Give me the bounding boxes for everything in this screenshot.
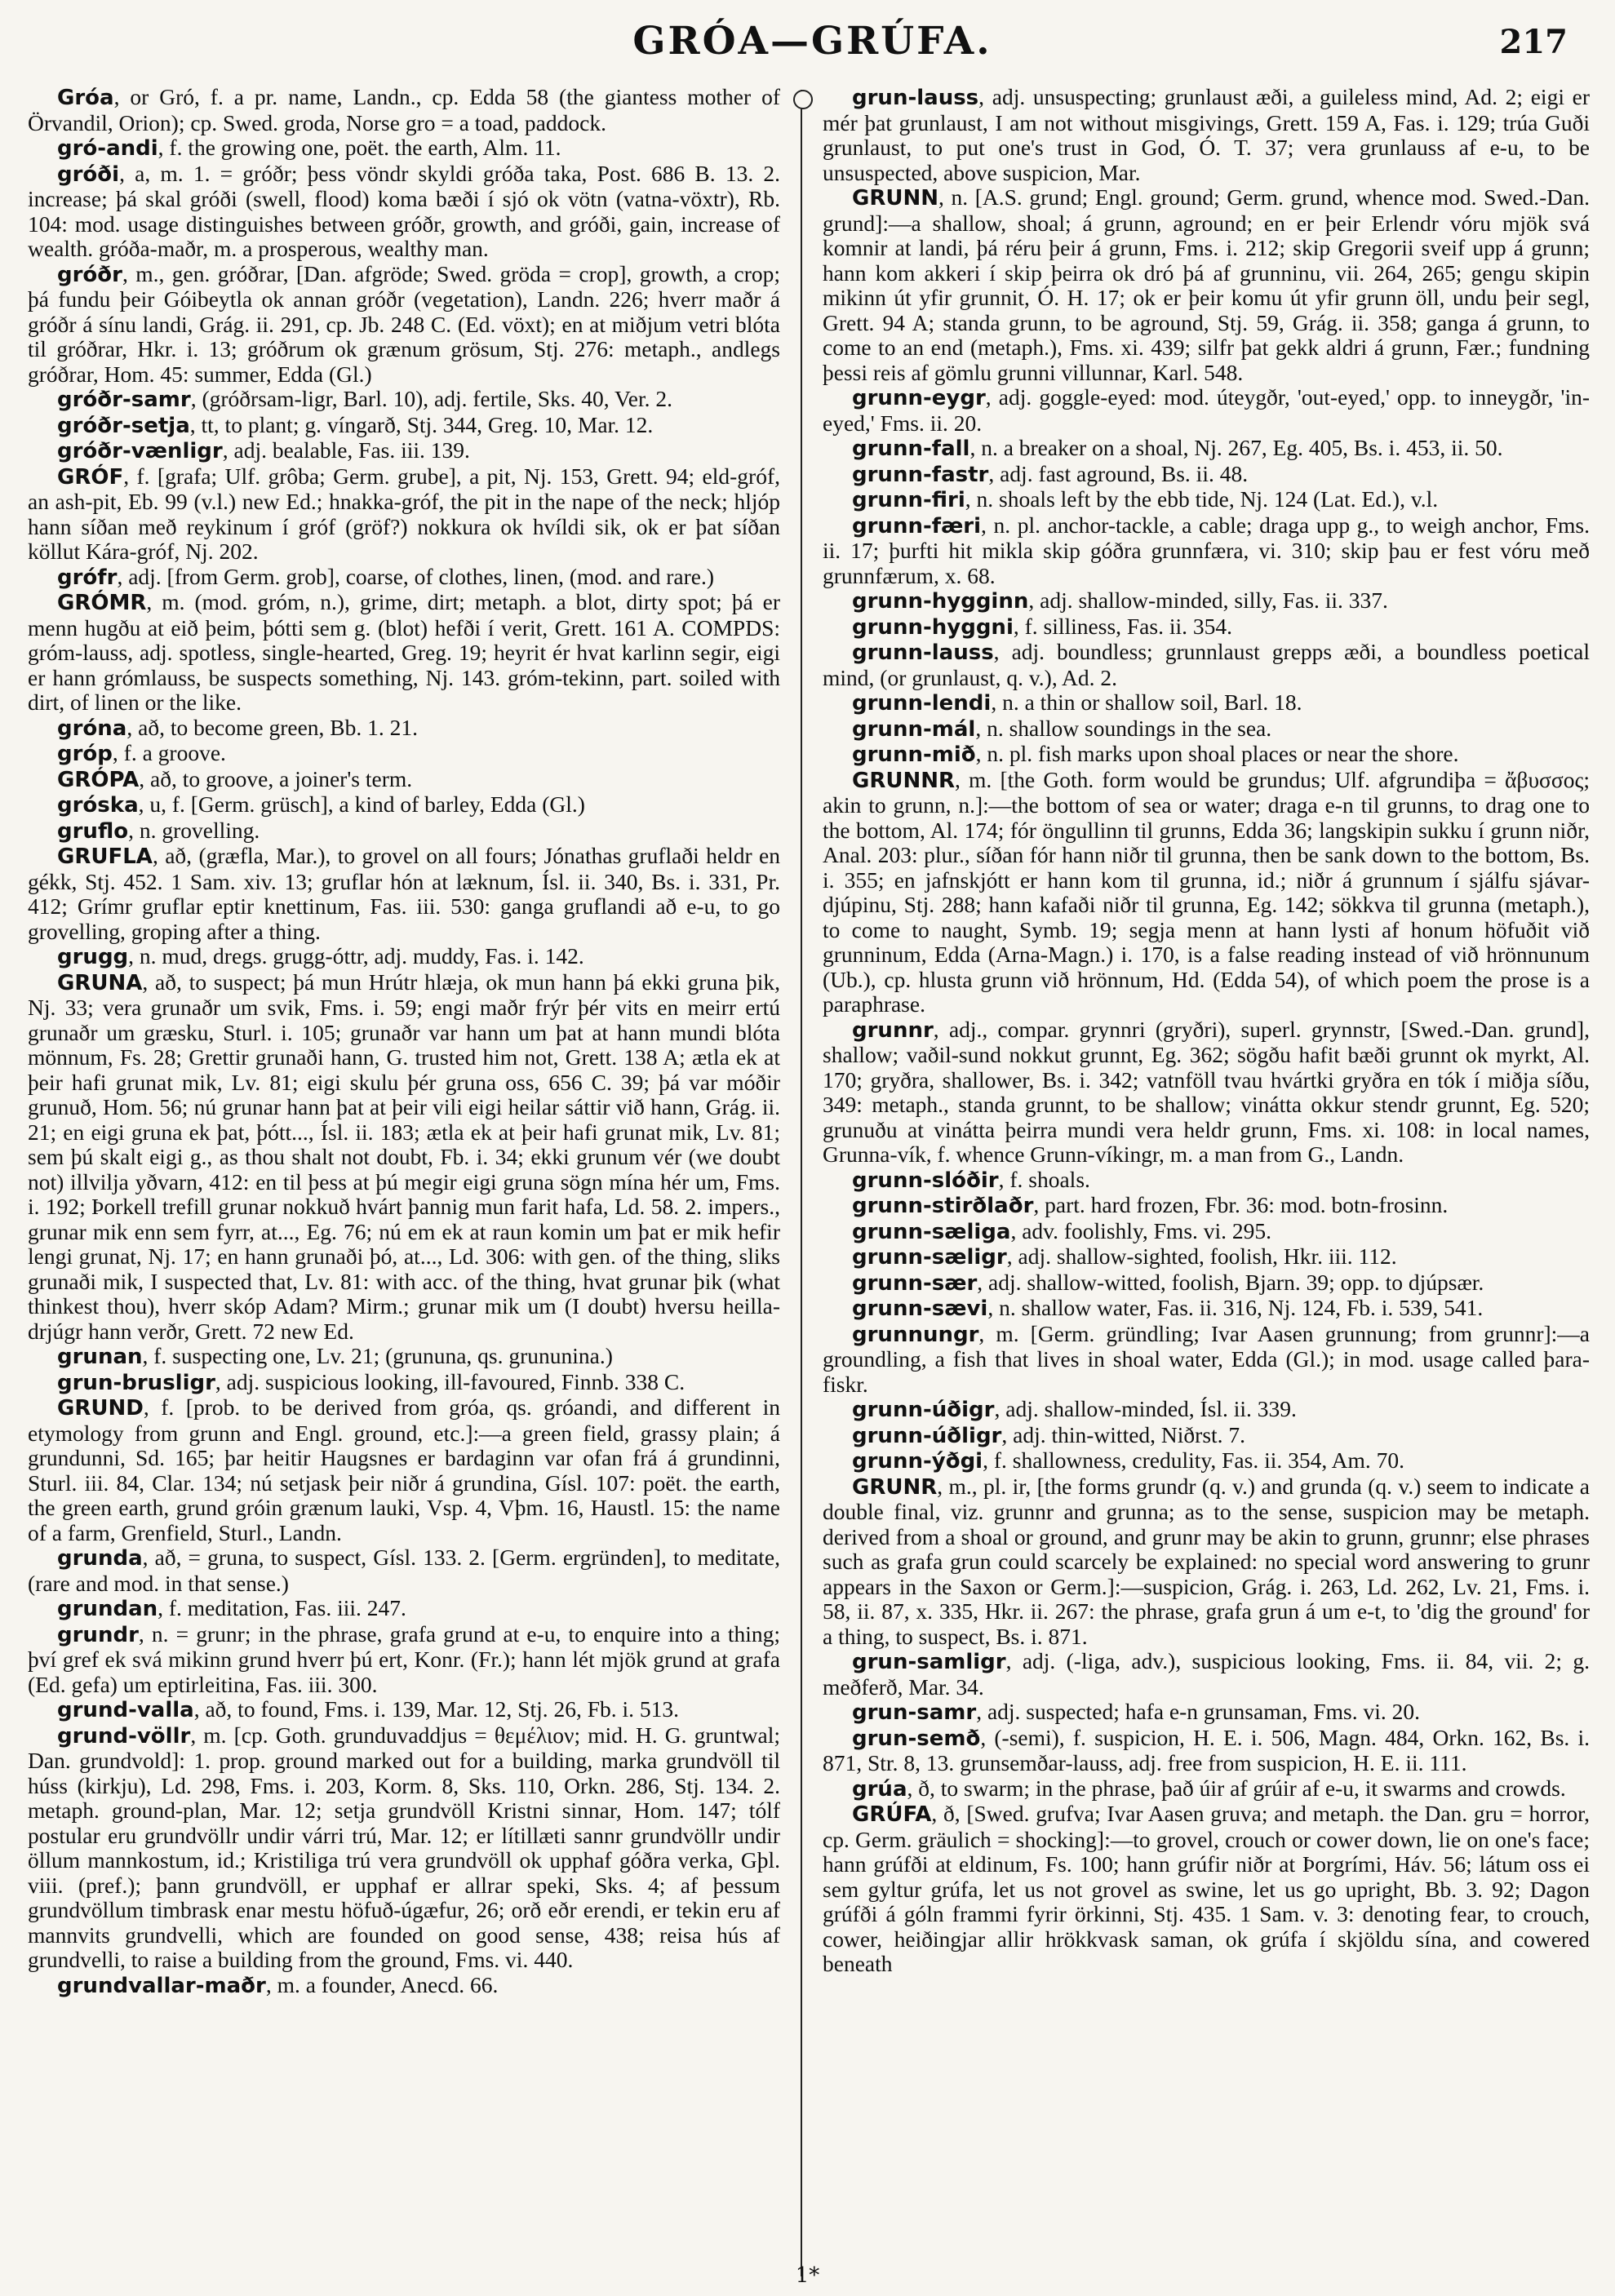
entry-headword: gróp bbox=[57, 742, 113, 766]
entry-text: m. (mod. gróm, n.), grime, dirt; metaph. a blot, dirty spot; þá er menn hugðu at eið þeim, þótti sem g. (blot) hefði í verit, Grett. 161 A. COMPDS: gróm-lauss, adj. spotless, single-hearted, Greg. 19; heyrit ér hvat karlinn segir, eigi er hann grómlauss, be suspects something, Nj. 143. gróm-tekinn, part. soiled with dirt, of linen or the like. bbox=[28, 589, 780, 715]
entry-headword: grunnungr bbox=[852, 1322, 979, 1347]
entry-headword: grunn-fall bbox=[852, 437, 970, 461]
entry-headword: grunan bbox=[57, 1345, 143, 1369]
dictionary-entry: grunda, að, = gruna, to suspect, Gísl. 133. 2. [Germ. ergründen], to meditate, (rare and mod. in that sense.) bbox=[28, 1545, 780, 1596]
entry-text: f. the growing one, poët. the earth, Alm. 11. bbox=[169, 135, 561, 160]
entry-text: u, f. [Germ. grüsch], a kind of barley, Edda (Gl.) bbox=[149, 791, 585, 817]
entry-headword: grunn-fastr bbox=[852, 462, 989, 487]
entry-headword: Gróa bbox=[57, 86, 114, 110]
dictionary-entry: grunn-sævi, n. shallow water, Fas. ii. 316, Nj. 124, Fb. i. 539, 541. bbox=[852, 1295, 1484, 1321]
entry-text: að, to become green, Bb. 1. 21. bbox=[138, 714, 418, 740]
entry-headword: gróðr bbox=[57, 262, 122, 287]
entry-headword: GRUNR bbox=[852, 1474, 938, 1500]
dictionary-entry: grunn-færi, n. pl. anchor-tackle, a cable; draga upp g., to weigh anchor, Fms. ii. 17; þurfti hit mikla skip góðra grunnfæra, vi. 310; skip þau er fest vóru með grunnfærum, x. 68. bbox=[823, 512, 1590, 588]
dictionary-entry: grun-samligr, adj. (-liga, adv.), suspicious looking, Fms. ii. 84, vii. 2; g. meðferð, Mar. 34. bbox=[823, 1648, 1590, 1700]
dictionary-entry: GRÓMR, m. (mod. gróm, n.), grime, dirt; metaph. a blot, dirty spot; þá er menn hugðu at eið þeim, þótti sem g. (blot) hefði í verit, Grett. 161 A. COMPDS: gróm-lauss, adj. spotless, single-hearted, Greg. 19; heyrit ér hvat karlinn segir, eigi er hann grómlauss, be suspects something, Nj. 143. gróm-tekinn, part. soiled with dirt, of linen or the like. bbox=[28, 589, 780, 715]
dictionary-entry: gró-andi, f. the growing one, poët. the earth, Alm. 11. bbox=[57, 135, 561, 161]
entry-text: adj. goggle-eyed: mod. úteygðr, 'out-eyed,' opp. to inneygðr, 'in-eyed,' Fms. ii. 20. bbox=[823, 384, 1590, 436]
entry-text: adj. shallow-minded, Ísl. ii. 339. bbox=[1005, 1396, 1297, 1421]
dictionary-entry: grunn-mál, n. shallow soundings in the sea. bbox=[852, 715, 1272, 742]
entry-text: að, (græfla, Mar.), to grovel on all fours; Jónathas gruflaði heldr en gékk, Stj. 452. 1 Sam. xiv. 13; gruflar hón at læknum, Ísl. ii. 340, Bs. i. 331, Pr. 412; Grímr gruflar eptir knettinum, Fas. iii. 530: ganga gruflandi að e-u, to go grovelling, groping after a thing. bbox=[28, 843, 780, 944]
page-number: 217 bbox=[1499, 23, 1568, 61]
dictionary-entry: gróðr-samr, (gróðrsam-ligr, Barl. 10), adj. fertile, Sks. 40, Ver. 2. bbox=[57, 386, 673, 412]
entry-headword: grunn-eygr bbox=[852, 386, 986, 410]
dictionary-entry: grun-brusligr, adj. suspicious looking, ill-favoured, Finnb. 338 C. bbox=[57, 1368, 685, 1395]
dictionary-entry: GRUNR, m., pl. ir, [the forms grundr (q. v.) and grunda (q. v.) seem to indicate a double final, viz. grunnr and grunna; as to the sense, suspicion may be metaph. derived from a shoal or ground, and grunr may be akin to grunn, grunnr; else phrases such as grafa grun could scarcely be explained: no special word answering to grunr appears in the Saxon or Germ.]:—suspicion, Grág. i. 263, Ld. 262, Lv. 21, Fms. i. 58, ii. 87, x. 335, Hkr. ii. 267: the phrase, grafa grun á um e-t, to 'dig the ground' for a thing, to suspect, Bs. i. 871. bbox=[823, 1473, 1590, 1649]
entry-headword: grunn-slóðir bbox=[852, 1168, 999, 1193]
dictionary-entry: GRUND, f. [prob. to be derived from gróa, qs. gróandi, and different in etymology from grunn and Engl. ground, etc.]:—a green field, grassy plain; á grundunni, Sd. 165; þar heitir Haugsnes er bardaginn var ofan frá á grundinni, Sturl. iii. 84, Clar. 134; nú setjask þeir niðr á grundina, Gísl. 107: poët. the earth, the green earth, grund gróin grænum lauki, Vsp. 4, Vþm. 16, Haustl. 15: the name of a farm, Grenfield, Sturl., Landn. bbox=[28, 1394, 780, 1545]
dictionary-entry: grunn-slóðir, f. shoals. bbox=[852, 1166, 1090, 1193]
entry-headword: GRUNNR bbox=[852, 768, 956, 793]
entry-headword: grunn-lendi bbox=[852, 691, 992, 716]
entry-text: að, to found, Fms. i. 139, Mar. 12, Stj. 26, Fb. i. 513. bbox=[205, 1696, 680, 1722]
entry-text: n. a breaker on a shoal, Nj. 267, Eg. 405, Bs. i. 453, ii. 50. bbox=[981, 435, 1503, 460]
dictionary-entry: grunn-úðigr, adj. shallow-minded, Ísl. ii. 339. bbox=[852, 1396, 1297, 1422]
entry-text: adj. shallow-sighted, foolish, Hkr. iii. 112. bbox=[1018, 1243, 1397, 1269]
entry-headword: grun-lauss bbox=[852, 86, 979, 110]
dictionary-entry: grófr, adj. [from Germ. grob], coarse, of clothes, linen, (mod. and rare.) bbox=[57, 563, 714, 590]
entry-headword: grund-valla bbox=[57, 1698, 194, 1722]
entry-headword: grunn-lauss bbox=[852, 640, 994, 665]
entry-text: n. mud, dregs. grugg-óttr, adj. muddy, Fas. i. 142. bbox=[139, 943, 584, 968]
dictionary-entry: GRUNN, n. [A.S. grund; Engl. ground; Germ. grund, whence mod. Swed.-Dan. grund]:—a shallow, shoal; á grunn, aground; en er þeir Erlendr vóru mjök svá komnir at landi, þá réru þeir á grunn, Fms. i. 212; skip Gregorii sveif upp á grunn; hann kom akkeri í skip þeirra ok dró þá af grunninu, vii. 264, 265; gengu skipin mikinn út yfir grunnit, Ó. H. 17; ok er þeir komu út yfir grunn öll, undu þeir segl, Grett. 94 A; standa grunn, to be aground, Stj. 59, Grág. ii. 358; ganga á grunn, to come to an end (metaph.), Fms. xi. 439; silfr þat gekk aldri á grunn, Fær.; fundning þessi reis af gömlu grunni villunnar, Karl. 548. bbox=[823, 184, 1590, 385]
entry-text: n. grovelling. bbox=[139, 817, 260, 843]
dictionary-entry: grunn-fall, n. a breaker on a shoal, Nj. 267, Eg. 405, Bs. i. 453, ii. 50. bbox=[852, 435, 1503, 461]
entry-text: ð, [Swed. grufva; Ivar Aasen gruva; and metaph. the Dan. gru = horror, cp. Germ. gräulich = shocking]:—to grovel, crouch or cower down, lie on one's face; hann grúfði at eldinum, Fs. 100; hann grúfir niðr at Þorgrími, Háv. 56; látum oss ei sem gyltur grúfa, let us not grovel as swine, let us go upright, Bb. 3. 92; Dagon grúfði á góln frammi fyrir örkinni, Stj. 435. 1 Sam. v. 3: denoting fear, to crouch, cower, heiðingjar allir hrökkvask saman, ok grúfa í skjöldu sína, and cowered beneath bbox=[823, 1801, 1590, 1976]
entry-headword: GRUNA bbox=[57, 970, 143, 995]
entry-text: or Gró, f. a pr. name, Landn., cp. Edda 58 (the giantess mother of Örvandil, Orion); cp. Swed. groda, Norse gro = a toad, paddock. bbox=[28, 85, 780, 135]
entry-headword: grunn-hygginn bbox=[852, 589, 1029, 614]
entry-text: m., pl. ir, [the forms grundr (q. v.) and grunda (q. v.) seem to indicate a double final, viz. grunnr and grunna; as to the sense, suspicion may be metaph. derived from a shoal or ground, and grunr may be akin to grunn, grunnr; else phrases such as grafa grun could scarcely be explained: no special word answering to grunr appears in the Saxon or Germ.]:—suspicion, Grág. i. 263, Ld. 262, Lv. 21, Fms. i. 58, ii. 87, x. 335, Hkr. ii. 267: the phrase, grafa grun á um e-t, to 'dig the ground' for a thing, to suspect, Bs. i. 871. bbox=[823, 1473, 1590, 1649]
entry-text: m. [Germ. gründling; Ivar Aasen grunnung; from grunnr]:—a groundling, a fish that lives in shoal water, Edda (Gl.); in mod. usage called þara-fiskr. bbox=[823, 1320, 1590, 1397]
entry-headword: gróðr-setja bbox=[57, 413, 190, 438]
right-column bbox=[823, 85, 1590, 2247]
entry-text: að, to groove, a joiner's term. bbox=[150, 765, 413, 791]
dictionary-entry: GRUNNR, m. [the Goth. form would be grundus; Ulf. afgrundiþa = ἄβυσσος; akin to grunn, n.]:—the bottom of sea or water; draga e-n til grunns, to drag one to the bottom, Al. 174; fór öngullinn til grunns, Edda 36; langskipin sukku í grunn niðr, Anal. 203: plur., síðan fór hann niðr til grunna, then be sank down to the bottom, Bs. i. 355; en jafnskjótt er hann kom til grunna, id.; niðr á grunnum í sjálfu sjávar-djúpinu, Stj. 288; hann kafaði niðr til grunna, Eg. 142; sökkva til grunna (metaph.), to come to naught, Symb. 19; segja menn at hann lysti af honum höfuðit við grunninum, Edda (Arna-Magn.) i. 170, is a false reading instead of við hrönnunum (Ub.), cp. hlusta grunn við hrönnum, Hd. (Edda 54), of which poem the prose is a paraphrase. bbox=[823, 766, 1590, 1017]
dictionary-entry: GRÓPA, að, to groove, a joiner's term. bbox=[57, 765, 413, 792]
entry-text: n. a thin or shallow soil, Barl. 18. bbox=[1002, 689, 1302, 715]
entry-headword: grunn-færi bbox=[852, 513, 982, 539]
dictionary-entry: grunn-mið, n. pl. fish marks upon shoal places or near the shore. bbox=[852, 741, 1459, 767]
entry-text: adj. suspicious looking, ill-favoured, Finnb. 338 C. bbox=[226, 1368, 685, 1394]
dictionary-entry: grunn-sæliga, adv. foolishly, Fms. vi. 295. bbox=[852, 1217, 1272, 1244]
entry-headword: GRUNN bbox=[852, 186, 938, 211]
dictionary-entry: gróðr, m., gen. gróðrar, [Dan. afgröde; Swed. gröda = crop], growth, a crop; þá fundu þeir Góibeytla ok annan gróðr (vegetation), Landn. 226; hverr maðr á gróðr á sínu landi, Grág. ii. 291, cp. Jb. 248 C. (Ed. vöxt); en at miðjum vetri blóta til gróðrar, Hkr. i. 13; gróðrum ok grænum grösum, Stj. 276: metaph., andlegs gróðrar, Hom. 45: summer, Edda (Gl.) bbox=[28, 260, 780, 387]
entry-headword: gróna bbox=[57, 716, 127, 741]
entry-text: adj. fast aground, Bs. ii. 48. bbox=[1000, 460, 1249, 486]
entry-headword: grunn-hyggni bbox=[852, 614, 1014, 640]
entry-text: n. shallow soundings in the sea. bbox=[987, 715, 1272, 741]
entry-headword: grundan bbox=[57, 1597, 158, 1621]
dictionary-entry: gruflo, n. grovelling. bbox=[57, 817, 260, 844]
column-rule bbox=[801, 90, 802, 2276]
entry-text: f. [grafa; Ulf. grôba; Germ. grube], a pit, Nj. 153, Grett. 94; eld-gróf, an ash-pit, Eb. 99 (v.l.) new Ed.; hnakka-gróf, the pit in the nape of the neck; hljóp hann síðan með reykinum í gróf (gröf?) nokkura ok hvíldi sik, ok er þat síðan köllut Kára-gróf, Nj. 202. bbox=[28, 463, 780, 564]
entry-text: m. a founder, Anecd. 66. bbox=[277, 1971, 499, 1997]
entry-headword: grunnr bbox=[852, 1017, 934, 1043]
dictionary-entry: grundr, n. = grunr; in the phrase, grafa grund at e-u, to enquire into a thing; því gref ek svá mikinn grund hverr þú ert, Konr. (Fr.); hann lét mjök grund at grafa (Ed. gefa) um eptirleitina, Fas. iii. 300. bbox=[28, 1620, 780, 1697]
dictionary-entry: grunn-úðligr, adj. thin-witted, Niðrst. 7. bbox=[852, 1421, 1246, 1448]
entry-headword: grun-brusligr bbox=[57, 1370, 215, 1395]
dictionary-entry: GRUFLA, að, (græfla, Mar.), to grovel on all fours; Jónathas gruflaði heldr en gékk, Stj. 452. 1 Sam. xiv. 13; gruflar hón at læknum, Ísl. ii. 340, Bs. i. 331, Pr. 412; Grímr gruflar eptir knettinum, Fas. iii. 530: ganga gruflandi að e-u, to go grovelling, groping after a thing. bbox=[28, 843, 780, 944]
entry-headword: grundvallar-maðr bbox=[57, 1973, 266, 1998]
dictionary-entry: grunn-lendi, n. a thin or shallow soil, Barl. 18. bbox=[852, 689, 1302, 716]
entry-headword: GRUND bbox=[57, 1396, 144, 1421]
entry-headword: grófr bbox=[57, 565, 118, 590]
entry-headword: GRUFLA bbox=[57, 844, 153, 869]
entry-headword: gruflo bbox=[57, 818, 129, 844]
entry-text: n. shoals left by the ebb tide, Nj. 124 (Lat. Ed.), v.l. bbox=[976, 486, 1439, 512]
entry-headword: grun-semð bbox=[852, 1726, 981, 1751]
dictionary-entry: grunn-hyggni, f. silliness, Fas. ii. 354. bbox=[852, 613, 1232, 640]
entry-headword: grun-samligr bbox=[852, 1650, 1006, 1674]
entry-text: a, m. 1. = gróðr; þess vöndr skyldi gróða taka, Post. 686 B. 13. 2. increase; þá skal gróði (swell, flood) koma bæði í sjó ok vötn (vatna-vöxtr), Rb. 104: mod. usage distinguishes between gróðr, growth, and gróði, gain, increase of wealth. gróða-maðr, m. a prosperous, wealthy man. bbox=[28, 160, 780, 261]
entry-headword: gró-andi bbox=[57, 136, 158, 161]
dictionary-entry: grugg, n. mud, dregs. grugg-óttr, adj. muddy, Fas. i. 142. bbox=[57, 943, 584, 969]
entry-text: adv. foolishly, Fms. vi. 295. bbox=[1022, 1217, 1272, 1243]
dictionary-entry: GRÓF, f. [grafa; Ulf. grôba; Germ. grube], a pit, Nj. 153, Grett. 94; eld-gróf, an ash-pit, Eb. 99 (v.l.) new Ed.; hnakka-gróf, the pit in the nape of the neck; hljóp hann síðan með reykinum í gróf (gröf?) nokkura ok hvíldi sik, ok er þat síðan köllut Kára-gróf, Nj. 202. bbox=[28, 463, 780, 564]
entry-text: f. meditation, Fas. iii. 247. bbox=[168, 1595, 406, 1620]
entry-text: adj. [from Germ. grob], coarse, of clothes, linen, (mod. and rare.) bbox=[128, 563, 714, 589]
dictionary-entry: gróna, að, to become green, Bb. 1. 21. bbox=[57, 714, 418, 741]
entry-text: f. a groove. bbox=[123, 740, 226, 765]
signature-mark: 1* bbox=[795, 2263, 820, 2288]
entry-text: n. shallow water, Fas. ii. 316, Nj. 124, Fb. i. 539, 541. bbox=[999, 1295, 1484, 1320]
entry-headword: GRÓMR bbox=[57, 591, 147, 615]
entry-text: n. [A.S. grund; Engl. ground; Germ. grund, whence mod. Swed.-Dan. grund]:—a shallow, shoal; á grunn, aground; en er þeir Erlendr vóru mjök svá komnir at landi, þá réru þeir á grunn, Fms. i. 212; skip Gregorii sveif upp á grunn; hann kom akkeri í skip þeirra ok dró þá af grunninu, vii. 264, 265; gengu skipin mikinn út yfir grunnit, Ó. H. 17; ok er þeir komu út yfir grunn öll, undu þeir segl, Grett. 94 A; standa grunn, to be aground, Stj. 59, Grág. ii. 358; ganga á grunn, to come to an end (metaph.), Fms. xi. 439; silfr þat gekk aldri á grunn, Fær.; fundning þessi reis af gömlu grunni villunnar, Karl. 548. bbox=[823, 184, 1590, 385]
entry-headword: grun-samr bbox=[852, 1700, 977, 1725]
entry-text: að, to suspect; þá mun Hrútr hlæja, ok mun hann þá ekki gruna þik, Nj. 33; vera grunaðr um svik, Fms. i. 59; engi maðr frýr þér vits en meirr ertú grunaðr um græsku, Sturl. i. 105; grunaðr var hann um þat at hann mundi blóta mönnum, Fs. 28; Grettir grunaði hann, G. trusted him not, Grett. 138 A; ætla ek at þeir hafi grunat mik, Lv. 81; eigi skulu þér gruna oss, 656 C. 39; þá var móðir grunuð, Hom. 56; nú grunar hann þat at þeir vili eigi heilar sáttir við hann, Grág. ii. 21; en eigi gruna ek þat, þótt..., Ísl. ii. 183; ætla ek at þeir hafi grunat mik, Lv. 81; sem þú skalt eigi g., as thou shalt not doubt, Fb. i. 34; ekki grunum vér (we doubt not) illvilja yðvarn, 412: en til þess at þú megir eigi gruna sögn mína hér um, Fms. i. 192; Þorkell trefill grunar nokkuð hvárt þannig mun farit hafa, Ld. 58. 2. impers., grunar mik enn sem fyrr, at..., Eg. 76; nú em ek at raun komin um þat er mik hefir lengi grunat, Nj. 17; en hann grunaði þó, at..., Ld. 306: with gen. of the thing, sliks grunaði mik, I suspected that, Lv. 81: with acc. of the thing, hvat grunar þik (what thinkest thou), hverr skóp Adam? Mirm.; grunar mik um (I doubt) hversu heilla-drjúgr hann verðr, Grett. 72 new Ed. bbox=[28, 968, 780, 1344]
left-column bbox=[28, 85, 780, 2247]
dictionary-entry: grunan, f. suspecting one, Lv. 21; (grununa, qs. grununina.) bbox=[57, 1343, 613, 1369]
dictionary-entry: GRUNA, að, to suspect; þá mun Hrútr hlæja, ok mun hann þá ekki gruna þik, Nj. 33; vera grunaðr um svik, Fms. i. 59; engi maðr frýr þér vits en meirr ertú grunaðr um græsku, Sturl. i. 105; grunaðr var hann um þat at hann mundi blóta mönnum, Fs. 28; Grettir grunaði hann, G. trusted him not, Grett. 138 A; ætla ek at þeir hafi grunat mik, Lv. 81; eigi skulu þér gruna oss, 656 C. 39; þá var móðir grunuð, Hom. 56; nú grunar hann þat at þeir vili eigi heilar sáttir við hann, Grág. ii. 21; en eigi gruna ek þat, þótt..., Ísl. ii. 183; ætla ek at þeir hafi grunat mik, Lv. 81; sem þú skalt eigi g., as thou shalt not doubt, Fb. i. 34; ekki grunum vér (we doubt not) illvilja yðvarn, 412: en til þess at þú megir eigi gruna sögn mína hér um, Fms. i. 192; Þorkell trefill grunar nokkuð hvárt þannig mun farit hafa, Ld. 58. 2. impers., grunar mik enn sem fyrr, at..., Eg. 76; nú em ek at raun komin um þat er mik hefir lengi grunat, Nj. 17; en hann grunaði þó, at..., Ld. 306: with gen. of the thing, sliks grunaði mik, I suspected that, Lv. 81: with acc. of the thing, hvat grunar þik (what thinkest thou), hverr skóp Adam? Mirm.; grunar mik um (I doubt) hversu heilla-drjúgr hann verðr, Grett. 72 new Ed. bbox=[28, 968, 780, 1344]
dictionary-entry: grund-valla, að, to found, Fms. i. 139, Mar. 12, Stj. 26, Fb. i. 513. bbox=[57, 1696, 680, 1722]
entry-text: adj. (-liga, adv.), suspicious looking, Fms. ii. 84, vii. 2; g. meðferð, Mar. 34. bbox=[823, 1648, 1590, 1700]
entry-headword: GRÓF bbox=[57, 464, 124, 490]
entry-headword: grunn-sær bbox=[852, 1270, 978, 1296]
entry-text: adj. bealable, Fas. iii. 139. bbox=[233, 437, 470, 463]
entry-headword: grunn-mál bbox=[852, 716, 976, 742]
dictionary-entry: grundan, f. meditation, Fas. iii. 247. bbox=[57, 1595, 406, 1621]
entry-headword: grunn-úðigr bbox=[852, 1398, 995, 1422]
dictionary-entry: grund-völlr, m. [cp. Goth. grunduvaddjus = θεμέλιον; mid. H. G. gruntwal; Dan. grundvold]: 1. prop. ground marked out for a building, marka grundvöll til húss (kirkju), Ld. 298, Fms. i. 203, Korm. 8, Sks. 110, Orkn. 286, Stj. 134. 2. metaph. ground-plan, Mar. 12; setja grundvöll Kristni sinnar, Hom. 147; tólf postular eru grundvöllr undir várri trú, Mar. 12; er lítillæti sannr grundvöllr undir öllum mannkostum, id.; Kristiliga trú vera grundvöll ok upphaf góðra verka, Gþl. viii. (pref.); þann grundvöll, er upphaf er allrar speki, Sks. 4; af þessum grundvöllum timbrask enar mestu höfuð-úgæfur, 26; orð eðr erendi, er tekin eru af mannvits grundvelli, which are founded on good sense, 438; reisa hús af grundvelli, to raise a building from the ground, Fms. vi. 440. bbox=[28, 1722, 780, 1972]
dictionary-entry: gróp, f. a groove. bbox=[57, 740, 226, 766]
dictionary-entry: grunn-sær, adj. shallow-witted, foolish, Bjarn. 39; opp. to djúpsær. bbox=[852, 1269, 1484, 1296]
entry-headword: grunn-ýðgi bbox=[852, 1449, 983, 1474]
dictionary-entry: gróska, u, f. [Germ. grüsch], a kind of barley, Edda (Gl.) bbox=[57, 791, 585, 818]
entry-text: adj. shallow-witted, foolish, Bjarn. 39; opp. to djúpsær. bbox=[988, 1269, 1484, 1295]
dictionary-entry: grunnungr, m. [Germ. gründling; Ivar Aasen grunnung; from grunnr]:—a groundling, a fish that lives in shoal water, Edda (Gl.); in mod. usage called þara-fiskr. bbox=[823, 1320, 1590, 1397]
page-header bbox=[57, 15, 1568, 67]
entry-headword: GRÓPA bbox=[57, 767, 140, 792]
entry-text: að, = gruna, to suspect, Gísl. 133. 2. [Germ. ergründen], to meditate, (rare and mod. in that sense.) bbox=[28, 1545, 780, 1596]
entry-text: adj. unsuspecting; grunlaust æði, a guileless mind, Ad. 2; eigi er mér þat grunlaust, I am not without misgivings, Grett. 159 A, Fas. i. 129; trúa Guði grunlaust, to put one's trust in God, Ó. T. 37; vera grunlauss af e-u, to be unsuspected, above suspicion, Mar. bbox=[823, 85, 1590, 185]
entry-text: m., gen. gróðrar, [Dan. afgröde; Swed. gröda = crop], growth, a crop; þá fundu þeir Góibeytla ok annan gróðr (vegetation), Landn. 226; hverr maðr á gróðr á sínu landi, Grág. ii. 291, cp. Jb. 248 C. (Ed. vöxt); en at miðjum vetri blóta til gróðrar, Hkr. i. 13; gróðrum ok grænum grösum, Stj. 276: metaph., andlegs gróðrar, Hom. 45: summer, Edda (Gl.) bbox=[28, 260, 780, 387]
entry-text: adj., compar. grynnri (gryðri), superl. grynnstr, [Swed.-Dan. grund], shallow; vaðil-sund nokkut grunnt, Eg. 362; sögðu hafit bæði grunnt ok myrkt, Al. 170; gryðra, shallower, Bs. i. 342; vatnföll tvau hvártki gryðra en tók í miðja síðu, 349: metaph., standa grunnt, to be shallow; vinátta okkur stendr grunnt, Eg. 520; grunuðu at vinátta þeirra mundi vera heldr grunn, Fms. xi. 108: in local names, Grunna-vík, f. whence Grunn-víkingr, m. a man from G., Landn. bbox=[823, 1016, 1590, 1167]
entry-headword: grunn-sæligr bbox=[852, 1245, 1007, 1270]
entry-headword: grúa bbox=[852, 1776, 907, 1802]
entry-headword: grunn-sævi bbox=[852, 1296, 988, 1321]
dictionary-entry: grunn-lauss, adj. boundless; grunnlaust grepps æði, a boundless poetical mind, (or grunlaust, q. v.), Ad. 2. bbox=[823, 639, 1590, 690]
entry-headword: grunn-sæliga bbox=[852, 1219, 1011, 1244]
entry-text: (-semi), f. suspicion, H. E. i. 506, Magn. 484, Orkn. 162, Bs. i. 871, Str. 8, 13. grunsemðar-lauss, adj. free from suspicion, H. E. ii. 111. bbox=[823, 1724, 1590, 1775]
dictionary-entry: GRÚFA, ð, [Swed. grufva; Ivar Aasen gruva; and metaph. the Dan. gru = horror, cp. Germ. gräulich = shocking]:—to grovel, crouch or cower down, lie on one's face; hann grúfði at eldinum, Fs. 100; hann grúfir niðr at Þorgrími, Háv. 56; látum oss ei sem gyltur grúfa, let us not grovel as swine, let us go upright, Bb. 3. 92; Dagon grúfði á góln frammi fyrir örkinni, Stj. 435. 1 Sam. v. 3: denoting fear, to crouch, cower, heiðingjar allir hrökkvask saman, ok grúfa í skjöldu sína, and cowered beneath bbox=[823, 1801, 1590, 1976]
entry-headword: grundr bbox=[57, 1622, 139, 1647]
entry-headword: grund-völlr bbox=[57, 1723, 191, 1749]
entry-headword: grunn-mið bbox=[852, 742, 976, 767]
dictionary-entry: grun-semð, (-semi), f. suspicion, H. E. i. 506, Magn. 484, Orkn. 162, Bs. i. 871, Str. 8, 13. grunsemðar-lauss, adj. free from suspicion, H. E. ii. 111. bbox=[823, 1724, 1590, 1775]
dictionary-entry: grunn-firi, n. shoals left by the ebb tide, Nj. 124 (Lat. Ed.), v.l. bbox=[852, 486, 1439, 512]
dictionary-entry: grunn-stirðlaðr, part. hard frozen, Fbr. 36: mod. botn-frosinn. bbox=[852, 1192, 1449, 1218]
dictionary-entry: grunn-hygginn, adj. shallow-minded, silly, Fas. ii. 337. bbox=[852, 587, 1388, 614]
page-title: GRÓA—GRÚFA. bbox=[632, 18, 992, 64]
entry-text: f. suspecting one, Lv. 21; (grununa, qs. grununina.) bbox=[153, 1343, 613, 1368]
entry-headword: gróska bbox=[57, 793, 139, 818]
entry-text: part. hard frozen, Fbr. 36: mod. botn-frosinn. bbox=[1045, 1192, 1449, 1217]
dictionary-entry: grundvallar-maðr, m. a founder, Anecd. 66. bbox=[57, 1971, 499, 1998]
entry-text: n. = grunr; in the phrase, grafa grund at e-u, to enquire into a thing; því gref ek svá mikinn grund hverr þú ert, Konr. (Fr.); hann lét mjök grund at grafa (Ed. gefa) um eptirleitina, Fas. iii. 300. bbox=[28, 1620, 780, 1697]
dictionary-entry: grunn-sæligr, adj. shallow-sighted, foolish, Hkr. iii. 112. bbox=[852, 1243, 1397, 1270]
entry-text: adj. boundless; grunnlaust grepps æði, a boundless poetical mind, (or grunlaust, q. v.), Ad. 2. bbox=[823, 639, 1590, 690]
dictionary-entry: grunnr, adj., compar. grynnri (gryðri), superl. grynnstr, [Swed.-Dan. grund], shallow; vaðil-sund nokkut grunnt, Eg. 362; sögðu hafit bæði grunnt ok myrkt, Al. 170; gryðra, shallower, Bs. i. 342; vatnföll tvau hvártki gryðra en tók í miðja síðu, 349: metaph., standa grunnt, to be shallow; vinátta okkur stendr grunnt, Eg. 520; grunuðu at vinátta þeirra mundi vera heldr grunn, Fms. xi. 108: in local names, Grunna-vík, f. whence Grunn-víkingr, m. a man from G., Landn. bbox=[823, 1016, 1590, 1167]
entry-headword: grunn-firi bbox=[852, 488, 965, 512]
entry-text: (gróðrsam-ligr, Barl. 10), adj. fertile, Sks. 40, Ver. 2. bbox=[202, 386, 673, 411]
entry-text: m. [the Goth. form would be grundus; Ulf. afgrundiþa = ἄβυσσος; akin to grunn, n.]:—the bottom of sea or water; draga e-n til grunns, to drag one to the bottom, Al. 174; fór öngullinn til grunns, Edda 36; langskipin sukku í grunn niðr, Anal. 203: plur., síðan fór hann niðr til grunna, then be sank down to the bottom, Bs. i. 355; en jafnskjótt er hann kom til grunna, id.; niðr á grunnum í sjálfu sjávar-djúpinu, Stj. 288; hann kafaði niðr til grunna, Eg. 142; sökkva til grunna (metaph.), to come to naught, Symb. 19; segja menn at hann lysti af honum höfuðit við grunninum, Edda (Arna-Magn.) i. 170, is a false reading instead of við hrönnunum (Ub.), cp. hlusta grunn við hrönnum, Hd. (Edda 54), of which poem the prose is a paraphrase. bbox=[823, 766, 1590, 1017]
entry-headword: gróðr-samr bbox=[57, 388, 191, 412]
entry-text: f. silliness, Fas. ii. 354. bbox=[1024, 613, 1232, 639]
entry-headword: grunn-úðligr bbox=[852, 1423, 1002, 1448]
entry-text: f. [prob. to be derived from gróa, qs. gróandi, and different in etymology from grunn and Engl. ground, etc.]:—a green field, grassy plain; á grundunni, Sd. 165; þar heitir Haugsnes er bardaginn var ofan frá á grundinni, Sturl. iii. 84, Clar. 134; nú setjask þeir niðr á grundina, Gísl. 107: poët. the earth, the green earth, grund gróin grænum lauki, Vsp. 4, Vþm. 16, Haustl. 15: the name of a farm, Grenfield, Sturl., Landn. bbox=[28, 1394, 780, 1545]
entry-text: m. [cp. Goth. grunduvaddjus = θεμέλιον; mid. H. G. gruntwal; Dan. grundvold]: 1. prop. ground marked out for a building, marka grundvöll til húss (kirkju), Ld. 298, Fms. i. 203, Korm. 8, Sks. 110, Orkn. 286, Stj. 134. 2. metaph. ground-plan, Mar. 12; setja grundvöll Kristni sinnar, Hom. 147; tólf postular eru grundvöllr undir várri trú, Mar. 12; er lítillæti sannr grundvöllr undir öllum mannkostum, id.; Kristiliga trú vera grundvöll ok upphaf góðra verka, Gþl. viii. (pref.); þann grundvöll, er upphaf er allrar speki, Sks. 4; af þessum grundvöllum timbrask enar mestu höfuð-úgæfur, 26; orð eðr erendi, er tekin eru af mannvits grundvelli, which are founded on good sense, 438; reisa hús af grundvelli, to raise a building from the ground, Fms. vi. 440. bbox=[28, 1722, 780, 1972]
entry-text: n. pl. fish marks upon shoal places or near the shore. bbox=[987, 741, 1459, 766]
dictionary-entry: grun-lauss, adj. unsuspecting; grunlaust æði, a guileless mind, Ad. 2; eigi er mér þat grunlaust, I am not without misgivings, Grett. 159 A, Fas. i. 129; trúa Guði grunlaust, to put one's trust in God, Ó. T. 37; vera grunlauss af e-u, to be unsuspected, above suspicion, Mar. bbox=[823, 85, 1590, 185]
entry-text: adj. suspected; hafa e-n grunsaman, Fms. vi. 20. bbox=[987, 1699, 1420, 1724]
entry-text: f. shallowness, credulity, Fas. ii. 354, Am. 70. bbox=[993, 1447, 1404, 1473]
entry-headword: grugg bbox=[57, 945, 129, 969]
dictionary-entry: Gróa, or Gró, f. a pr. name, Landn., cp. Edda 58 (the giantess mother of Örvandil, Orion); cp. Swed. groda, Norse gro = a toad, paddock. bbox=[28, 85, 780, 135]
dictionary-entry: grúa, ð, to swarm; in the phrase, það úir af grúir af e-u, it swarms and crowds. bbox=[852, 1775, 1566, 1802]
dictionary-entry: grunn-fastr, adj. fast aground, Bs. ii. 48. bbox=[852, 460, 1249, 487]
dictionary-entry: gróðr-setja, tt, to plant; g. víngarð, Stj. 344, Greg. 10, Mar. 12. bbox=[57, 411, 654, 438]
entry-headword: GRÚFA bbox=[852, 1802, 932, 1827]
entry-headword: gróði bbox=[57, 162, 120, 187]
entry-headword: grunn-stirðlaðr bbox=[852, 1194, 1034, 1218]
entry-text: f. shoals. bbox=[1009, 1166, 1090, 1192]
dictionary-entry: gróðr-vænligr, adj. bealable, Fas. iii. 139. bbox=[57, 437, 470, 463]
entry-headword: gróðr-vænligr bbox=[57, 439, 223, 463]
entry-text: adj. shallow-minded, silly, Fas. ii. 337. bbox=[1040, 587, 1388, 613]
entry-text: adj. thin-witted, Niðrst. 7. bbox=[1013, 1421, 1246, 1447]
dictionary-entry: grun-samr, adj. suspected; hafa e-n grunsaman, Fms. vi. 20. bbox=[852, 1699, 1420, 1725]
dictionary-entry: grunn-eygr, adj. goggle-eyed: mod. úteygðr, 'out-eyed,' opp. to inneygðr, 'in-eyed,' Fms. ii. 20. bbox=[823, 384, 1590, 436]
entry-text: tt, to plant; g. víngarð, Stj. 344, Greg. 10, Mar. 12. bbox=[201, 411, 654, 437]
entry-headword: grunda bbox=[57, 1546, 143, 1571]
entry-text: n. pl. anchor-tackle, a cable; draga upp g., to weigh anchor, Fms. ii. 17; þurfti hit mikla skip góðra grunnfæra, vi. 310; skip þau er fest vóru með grunnfærum, x. 68. bbox=[823, 512, 1590, 588]
dictionary-entry: grunn-ýðgi, f. shallowness, credulity, Fas. ii. 354, Am. 70. bbox=[852, 1447, 1404, 1474]
entry-text: ð, to swarm; in the phrase, það úir af grúir af e-u, it swarms and crowds. bbox=[918, 1775, 1566, 1801]
dictionary-entry: gróði, a, m. 1. = gróðr; þess vöndr skyldi gróða taka, Post. 686 B. 13. 2. increase; þá skal gróði (swell, flood) koma bæði í sjó ok vötn (vatna-vöxtr), Rb. 104: mod. usage distinguishes between gróðr, growth, and gróði, gain, increase of wealth. gróða-maðr, m. a prosperous, wealthy man. bbox=[28, 160, 780, 261]
